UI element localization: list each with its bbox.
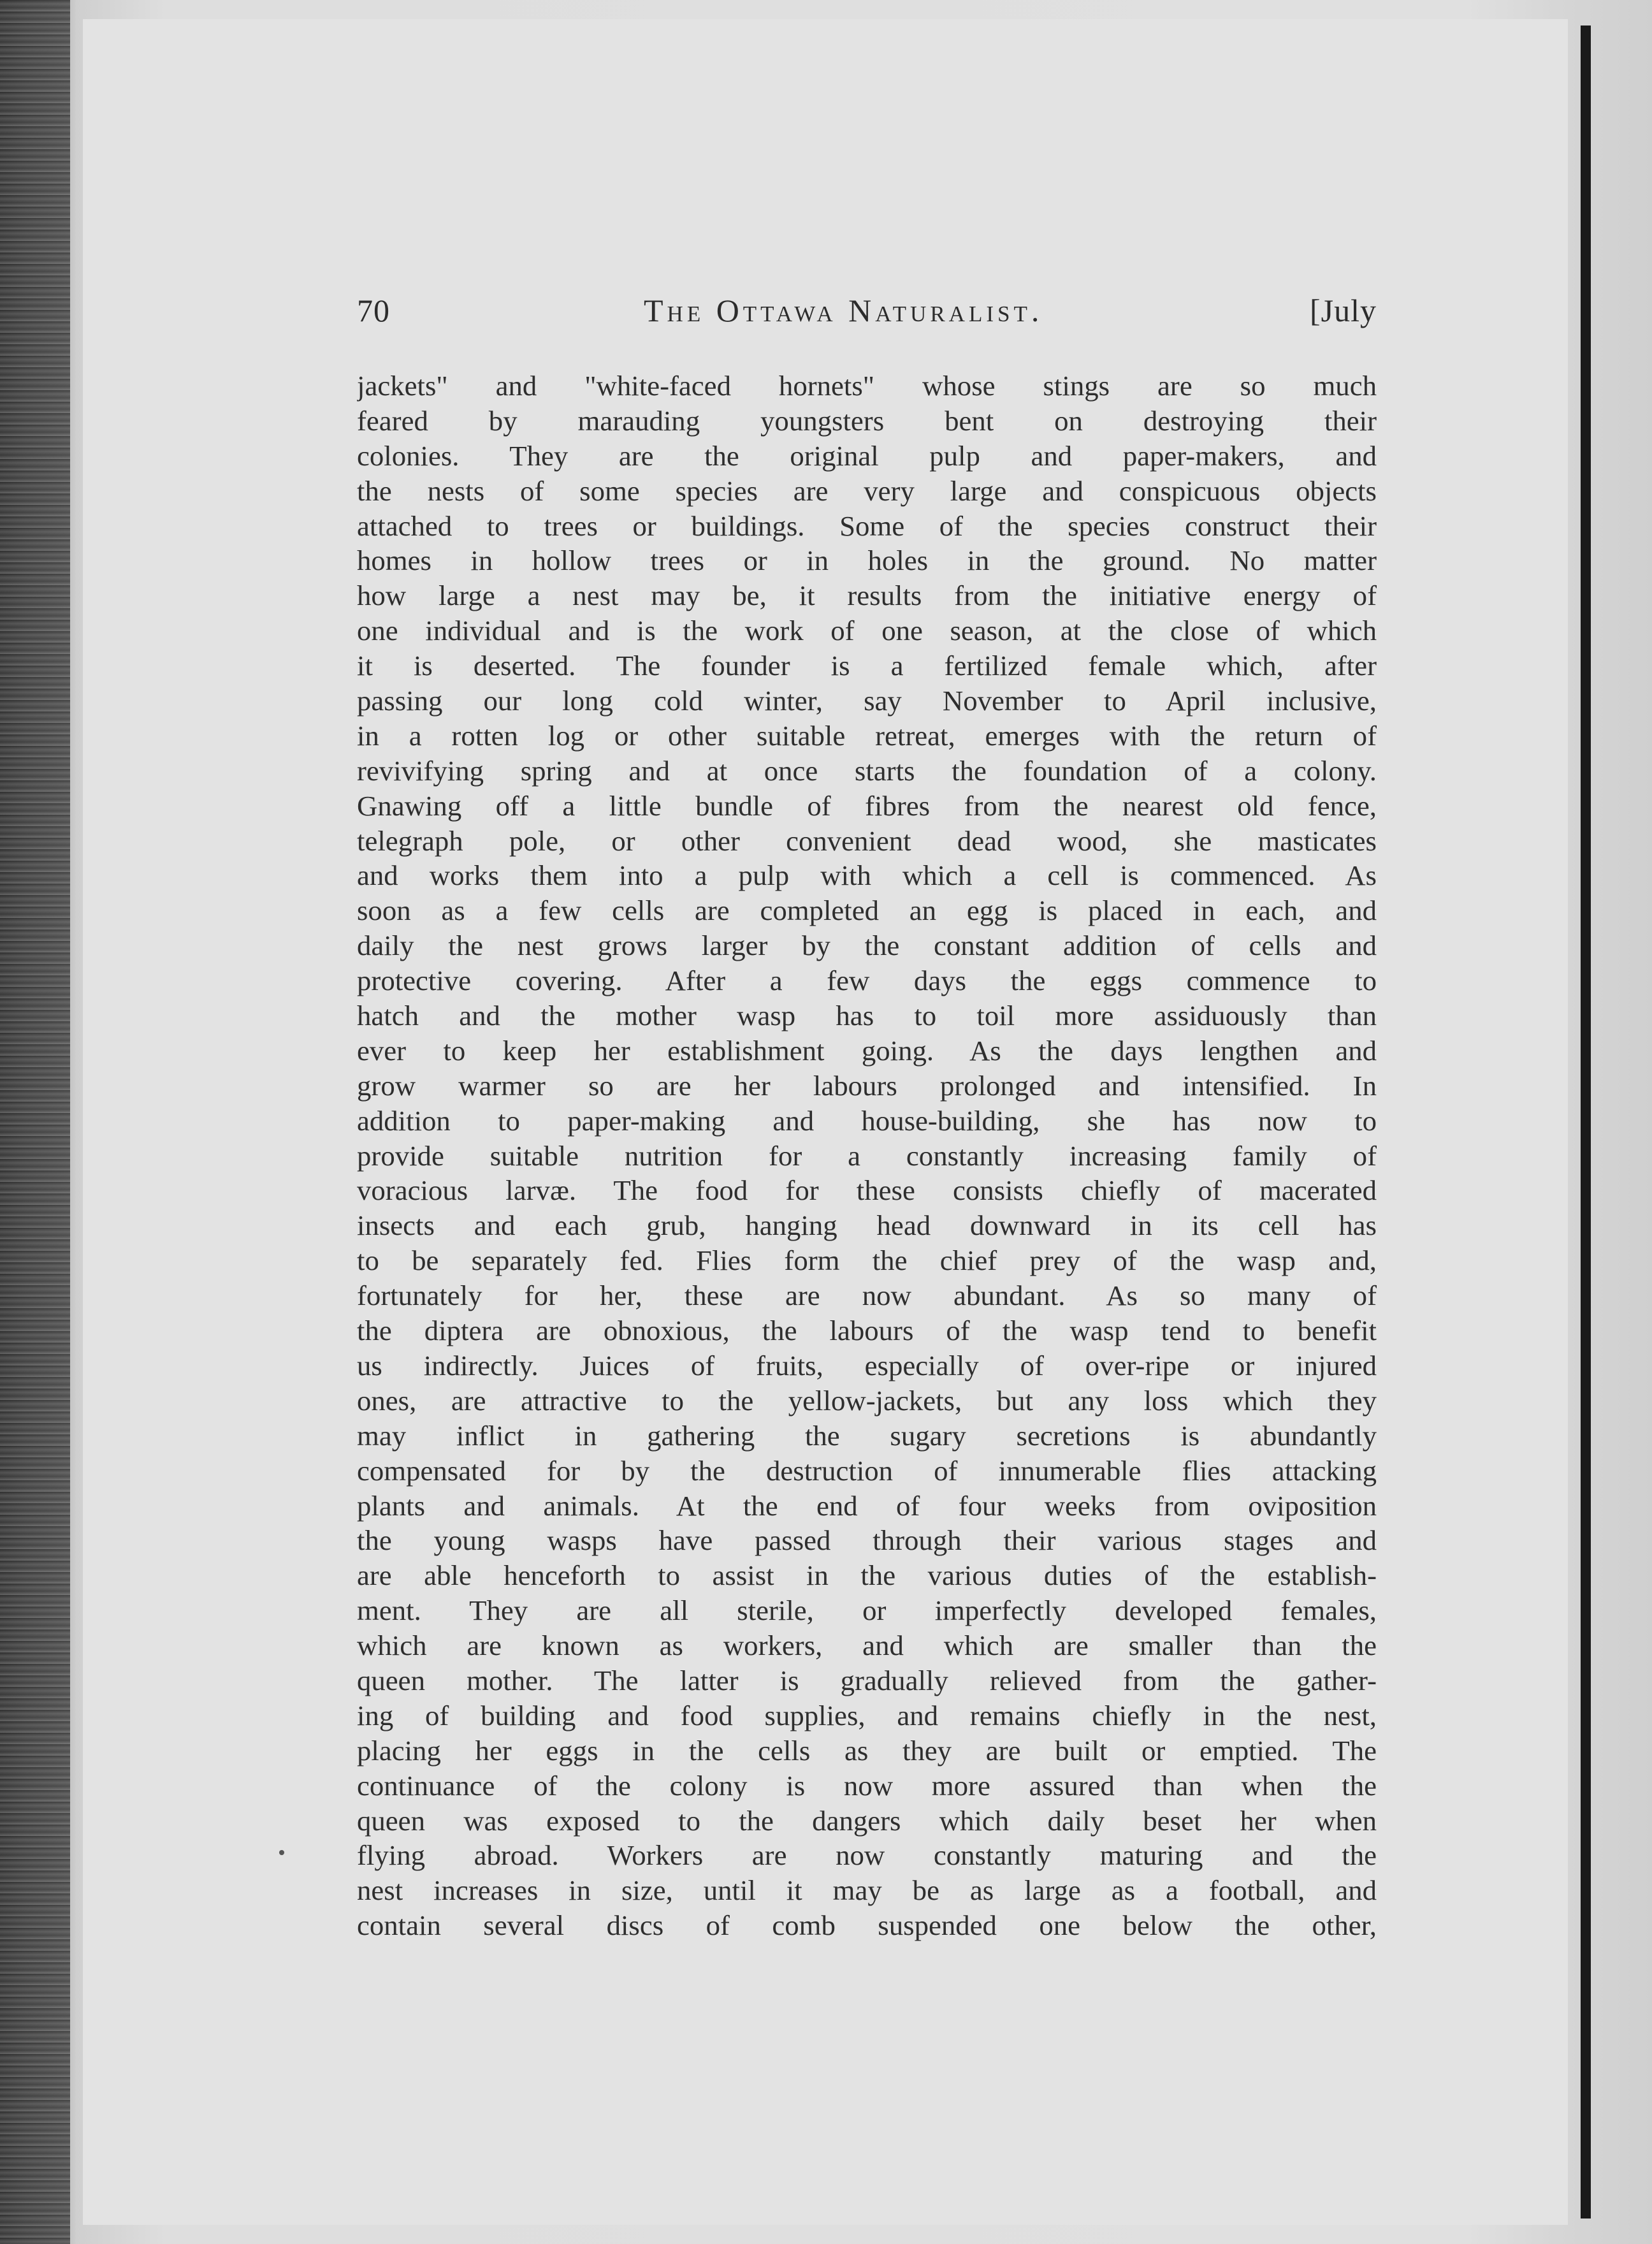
text-line: one individual and is the work of one season, at the close of which — [357, 615, 1377, 647]
text-line: colonies. They are the original pulp and paper-makers, and — [357, 439, 1377, 472]
text-line: jackets" and "white-faced hornets" whose stings are so much — [357, 370, 1377, 402]
text-line: revivifying spring and at once starts the foundation of a colony. — [357, 754, 1377, 787]
scan-right-edge — [1581, 26, 1591, 2218]
text-line: provide suitable nutrition for a constantly increasing family of — [357, 1139, 1377, 1172]
text-line: and works them into a pulp with which a cell is commenced. As — [357, 859, 1377, 892]
issue-month: [July — [1310, 293, 1377, 328]
text-line: insects and each grub, hanging head downward in its cell has — [357, 1209, 1377, 1242]
text-line: nest increases in size, until it may be as large as a football, and — [357, 1874, 1377, 1907]
text-line: flying abroad. Workers are now constantly maturing and the — [357, 1839, 1377, 1872]
text-line: are able henceforth to assist in the various duties of the establish- — [357, 1559, 1377, 1592]
text-line: grow warmer so are her labours prolonged and intensified. In — [357, 1069, 1377, 1102]
text-line: ever to keep her establishment going. As the days lengthen and — [357, 1034, 1377, 1067]
text-line: passing our long cold winter, say November to April inclusive, — [357, 685, 1377, 717]
text-line: the nests of some species are very large and conspicuous objects — [357, 474, 1377, 507]
scan-left-edge — [0, 0, 70, 2244]
text-line: us indirectly. Juices of fruits, especially of over-ripe or injured — [357, 1349, 1377, 1381]
journal-title: The Ottawa Naturalist. — [644, 293, 1043, 328]
text-line: hatch and the mother wasp has to toil more assiduously than — [357, 1000, 1377, 1032]
text-line: homes in hollow trees or in holes in the ground. No matter — [357, 544, 1377, 577]
text-line: feared by marauding youngsters bent on destroying their — [357, 404, 1377, 437]
text-line: may inflict in gathering the sugary secretions is abundantly — [357, 1419, 1377, 1452]
text-line: it is deserted. The founder is a fertilized female which, after — [357, 650, 1377, 682]
text-line: compensated for by the destruction of innumerable flies attacking — [357, 1454, 1377, 1487]
text-line: telegraph pole, or other convenient dead wood, she masticates — [357, 824, 1377, 857]
body-text — [357, 368, 1377, 1943]
text-line: Gnawing off a little bundle of fibres from the nearest old fence, — [357, 789, 1377, 822]
text-line: queen was exposed to the dangers which daily beset her when — [357, 1804, 1377, 1837]
text-line: in a rotten log or other suitable retreat, emerges with the return of — [357, 719, 1377, 752]
text-line: attached to trees or buildings. Some of the species construct their — [357, 509, 1377, 542]
text-line: contain several discs of comb suspended one below the other, — [357, 1909, 1377, 1942]
text-line: fortunately for her, these are now abundant. As so many of — [357, 1279, 1377, 1312]
text-line: to be separately fed. Flies form the chief prey of the wasp and, — [357, 1244, 1377, 1277]
text-line: the young wasps have passed through their various stages and — [357, 1524, 1377, 1557]
running-header — [357, 292, 1377, 343]
text-line: ones, are attractive to the yellow-jackets, but any loss which they — [357, 1384, 1377, 1417]
page-number: 70 — [357, 293, 390, 328]
text-line: queen mother. The latter is gradually relieved from the gather- — [357, 1664, 1377, 1696]
text-line: the diptera are obnoxious, the labours of the wasp tend to benefit — [357, 1315, 1377, 1347]
stray-ink-mark — [279, 1850, 284, 1855]
text-line: daily the nest grows larger by the constant addition of cells and — [357, 929, 1377, 962]
text-line: protective covering. After a few days the eggs commence to — [357, 965, 1377, 997]
text-line: which are known as workers, and which are smaller than the — [357, 1629, 1377, 1662]
text-line: soon as a few cells are completed an egg is placed in each, and — [357, 894, 1377, 927]
text-line: voracious larvæ. The food for these consists chiefly of macerated — [357, 1174, 1377, 1207]
text-line: plants and animals. At the end of four weeks from oviposition — [357, 1489, 1377, 1522]
text-line: how large a nest may be, it results from the initiative energy of — [357, 579, 1377, 612]
text-line: placing her eggs in the cells as they are built or emptied. The — [357, 1734, 1377, 1767]
text-line: ment. They are all sterile, or imperfectly developed females, — [357, 1594, 1377, 1627]
text-line: ing of building and food supplies, and remains chiefly in the nest, — [357, 1699, 1377, 1731]
text-line: addition to paper-making and house-building, she has now to — [357, 1104, 1377, 1137]
text-line: continuance of the colony is now more assured than when the — [357, 1769, 1377, 1802]
